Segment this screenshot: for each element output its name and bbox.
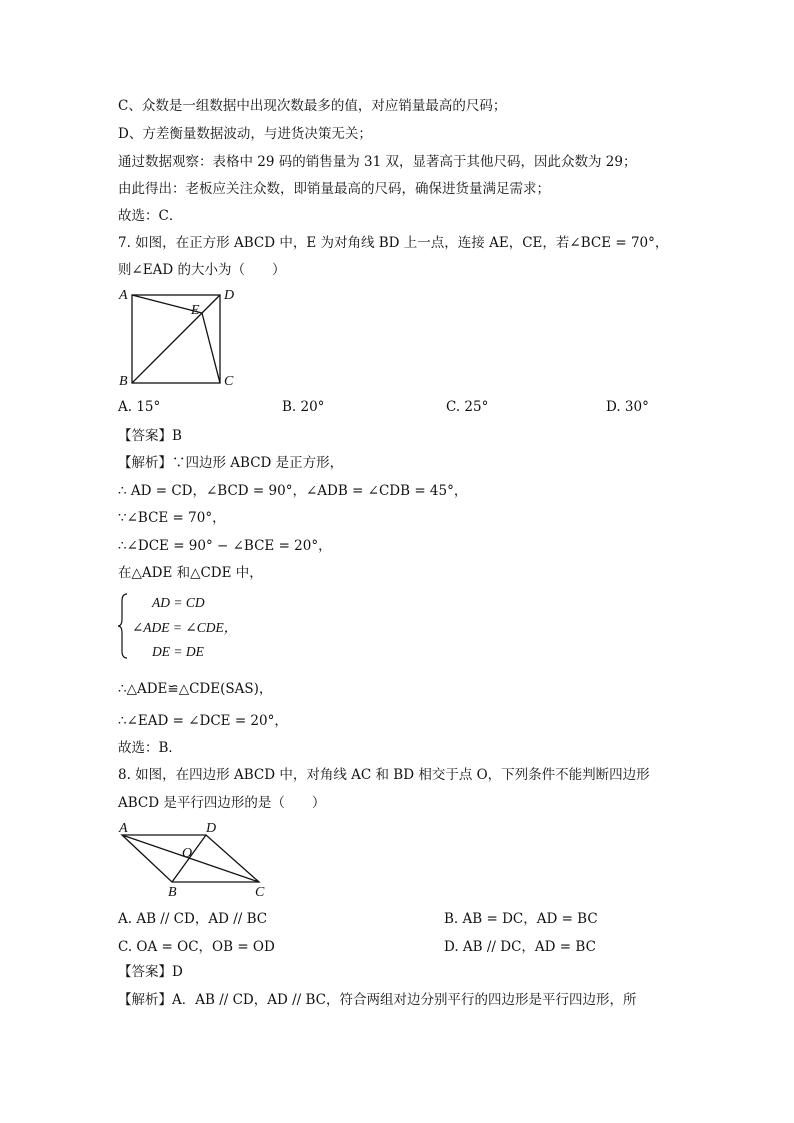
text-line: D、方差衡量数据波动，与进货决策无关； xyxy=(118,126,372,142)
analysis-line: ∴∠EAD = ∠DCE = 20°， xyxy=(118,713,288,729)
vertex-label-d: D xyxy=(206,821,217,836)
analysis-line: ∴△ADE≌△CDE(SAS)， xyxy=(118,681,273,697)
parallelogram-figure xyxy=(114,818,274,904)
option-d: D. 30° xyxy=(606,399,649,415)
analysis-line: ∵∠BCE = 70°， xyxy=(118,510,226,526)
analysis-line: 故选：B． xyxy=(118,740,182,756)
analysis-line: ∴ AD = CD，∠BCD = 90°，∠ADB = ∠CDB = 45°， xyxy=(118,483,468,499)
answer: 【答案】B xyxy=(118,428,182,444)
vertex-label-d: D xyxy=(224,288,235,303)
option-a: A. 15° xyxy=(118,399,161,415)
point-label-o: O xyxy=(182,846,193,861)
system-line: DE = DE xyxy=(152,644,204,659)
option-b: B. AB = DC，AD = BC xyxy=(444,911,598,927)
text-line: C、众数是一组数据中出现次数最多的值，对应销量最高的尺码； xyxy=(118,98,507,114)
text-line: 故选：C． xyxy=(118,208,183,224)
option-b: B. 20° xyxy=(282,399,325,415)
question-8-stem: 8. 如图，在四边形 ABCD 中，对角线 AC 和 BD 相交于点 O，下列条件不能判断四边形 xyxy=(118,767,650,783)
text-line: 通过数据观察：表格中 29 码的销售量为 31 双，显著高于其他尺码，因此众数为 29； xyxy=(118,154,637,170)
diagonal-bd xyxy=(132,295,220,383)
option-c: C. 25° xyxy=(446,399,489,415)
square-figure xyxy=(114,284,244,398)
question-8-stem: ABCD 是平行四边形的是（ ） xyxy=(118,795,326,811)
vertex-label-b: B xyxy=(119,374,128,389)
point-label-e: E xyxy=(191,303,200,318)
option-c: C. OA = OC，OB = OD xyxy=(118,939,275,955)
analysis-line: 【解析】A．AB // CD，AD // BC，符合两组对边分别平行的四边形是平行四边形，所 xyxy=(118,992,637,1008)
segment-ce xyxy=(202,313,220,383)
vertex-label-c: C xyxy=(255,885,265,900)
text-line: 由此得出：老板应关注众数，即销量最高的尺码，确保进货量满足需求； xyxy=(118,181,550,197)
vertex-label-a: A xyxy=(119,821,128,836)
system-line: AD = CD xyxy=(152,595,205,610)
vertex-label-b: B xyxy=(168,885,177,900)
vertex-label-c: C xyxy=(224,374,234,389)
system-line: ∠ADE = ∠CDE， xyxy=(132,620,238,635)
answer: 【答案】D xyxy=(118,964,183,980)
question-7-stem: 7. 如图，在正方形 ABCD 中，E 为对角线 BD 上一点，连接 AE，CE，若∠BCE = 70°， xyxy=(118,235,669,251)
analysis-line: ∴∠DCE = 90° − ∠BCE = 20°， xyxy=(118,538,332,554)
option-a: A. AB // CD，AD // BC xyxy=(118,911,268,927)
option-d: D. AB // DC，AD = BC xyxy=(444,939,596,955)
question-7-stem: 则∠EAD 的大小为（ ） xyxy=(118,262,286,278)
vertex-label-a: A xyxy=(119,288,128,303)
analysis-line: 【解析】∵四边形 ABCD 是正方形， xyxy=(118,455,344,471)
analysis-line: 在△ADE 和△CDE 中， xyxy=(118,565,263,581)
system-brace xyxy=(118,593,128,659)
